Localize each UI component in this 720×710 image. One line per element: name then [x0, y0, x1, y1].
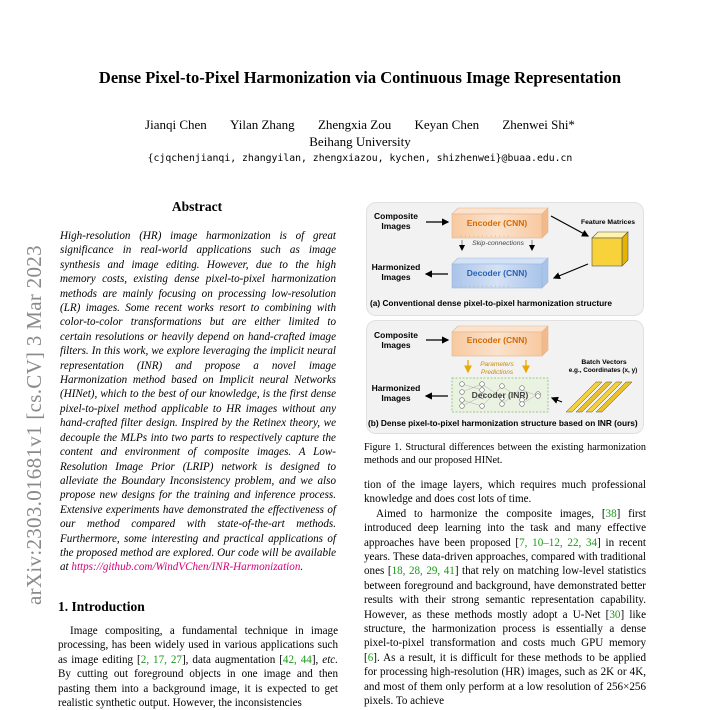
composite-images-label: Composite Images [374, 211, 418, 231]
body-text: ] that rely on matching low-level statistics between foreground and background, have demonstrated better results with their strong semantic representation capability. However, as these methods mostly adopt a U-Net [ [364, 565, 647, 621]
inr-decoder-label: Decoder (INR) [471, 390, 529, 400]
svg-text:· · · · · · · · · · · ·: · · · · · · · · · · · · [460, 233, 510, 240]
intro-text: Image compositing, a fundamental technique in image processing, has been widely used in various applications such as image editing [ [58, 625, 338, 666]
author-name: Keyan Chen [414, 117, 480, 132]
encoder-label: Encoder (CNN) [466, 218, 528, 228]
harmonized-images-label: Harmonized Images [371, 383, 421, 403]
intro-text: etc. [322, 653, 339, 666]
paragraph [364, 507, 646, 709]
feature-matrix-cube-icon [592, 232, 628, 266]
citation-link[interactable]: 38 [605, 507, 617, 520]
author-name: Zhenwei Shi* [502, 117, 575, 132]
author-emails: {cjqchenjianqi, zhangyilan, zhengxiazou, kychen, shizhenwei}@buaa.edu.cn [147, 153, 573, 164]
feature-matrices-label: Feature Matrices [580, 219, 636, 226]
body-text: ] first introduced deep learning into the task and many effective approaches have been proposed [ [364, 507, 646, 549]
decoder-label: Decoder (CNN) [466, 268, 528, 278]
abstract-text [60, 229, 336, 575]
encoder-label: Encoder (CNN) [466, 335, 528, 345]
citation-link[interactable]: 2, 17, 27 [140, 653, 182, 666]
figure-a-caption: (a) Conventional dense pixel-to-pixel harmonization structure [370, 298, 613, 308]
intro-text: ], data augmentation [ [181, 653, 283, 666]
svg-text:· · · · · · · · · · · ·: · · · · · · · · · · · · [460, 283, 510, 290]
batch-vectors-icon [566, 382, 632, 412]
body-text: ] like structure, the harmonization process is essentially a dense pixel-to-pixel transformation and costs much GPU memory [ [364, 608, 646, 664]
batch-vectors-label: Batch Vectors [581, 359, 627, 366]
paragraph: tion of the image layers, which requires much professional knowledge and does cost lots of time. [364, 479, 646, 506]
right-column-text [364, 478, 646, 709]
citation-link[interactable]: 30 [609, 608, 621, 621]
citation-link[interactable]: 7, 10–12, 22, 34 [519, 536, 598, 549]
body-text: Aimed to harmonize the composite images, [ [376, 507, 606, 520]
arrow-icon [554, 264, 588, 278]
intro-text: By cutting out foreground objects in one image and then pasting them into a background image, it is expected to get realistic synthetic output. However, the inconsistencies [58, 668, 338, 710]
affiliation: Beihang University [309, 134, 411, 149]
abstract-heading: Abstract [171, 199, 223, 214]
citation-link[interactable]: 42, 44 [282, 653, 312, 666]
abstract-end: . [300, 561, 304, 574]
composite-images-label: Composite Images [374, 330, 418, 350]
citation-link[interactable]: 6 [367, 651, 374, 664]
body-text: ] in recent years. These data-driven approaches, compared with traditional ones [ [364, 536, 646, 578]
citation-link[interactable]: 18, 28, 29, 41 [391, 565, 455, 578]
code-link[interactable]: https://github.com/WindVChen/INR-Harmonization [71, 561, 301, 574]
figure-caption: Figure 1. Structural differences between the existing harmonization methods and our proposed HINet. [364, 442, 646, 466]
harmonized-images-label: Harmonized Images [371, 262, 421, 282]
skip-connections-label: Skip-connections [472, 240, 524, 247]
paper-title: Dense Pixel-to-Pixel Harmonization via Continuous Image Representation [98, 68, 622, 87]
author-name: Yilan Zhang [230, 117, 295, 132]
author-name: Jianqi Chen [145, 117, 207, 132]
author-list [0, 117, 720, 133]
coordinates-label: e.g., Coordinates (x, y) [568, 367, 638, 374]
intro-text: ], [311, 653, 323, 666]
figure-b-caption: (b) Dense pixel-to-pixel harmonization structure based on INR (ours) [368, 418, 638, 428]
section-heading-introduction: 1. Introduction [58, 599, 145, 614]
parameters-predictions-label: Parameters Predictions [480, 361, 514, 376]
intro-paragraph [58, 624, 338, 710]
abstract-body: High-resolution (HR) image harmonization is of great significance in real-world applications such as image synthesis and image editing. However, due to the high memory costs, existing dense pixel-to-pixel harmonization methods are mainly focusing on processing low-resolution (LR) images. Some recent works resort to combining with color-to-color transformations but are either limited to certain resolutions or heavily depend on hand-crafted image filters. In this work, we explore leveraging the implicit neural representation (INR) and propose a novel image Harmonization method based on Implicit neural Networks (HINet), which to the best of our knowledge, is the first dense pixel-to-pixel method applicable to HR images without any hand-crafted filter design. Inspired by the Retinex theory, we decouple the MLPs into two parts to respectively capture the content and environment of composite images. A Low-Resolution Image Prior (LRIP) network is designed to alleviate the Boundary Inconsistency problem, and we also propose new designs for the training and inference process. Extensive experiments have demonstrated the effectiveness of our method compared with state-of-the-art methods. Furthermore, some interesting and practical applications of the proposed method are explored. Our code will be available at [60, 230, 336, 574]
author-name: Zhengxia Zou [317, 117, 392, 132]
arrow-icon [552, 398, 562, 402]
arxiv-stamp: arXiv:2303.01681v1 [cs.CV] 3 Mar 2023 [22, 245, 46, 605]
body-text: ]. As a result, it is difficult for these methods to be applied for processing high-resolution (HR) images, such as 2K or 4K, and most of them only perform at a low resolution of 256×256 pixels. To achieve [364, 651, 646, 708]
